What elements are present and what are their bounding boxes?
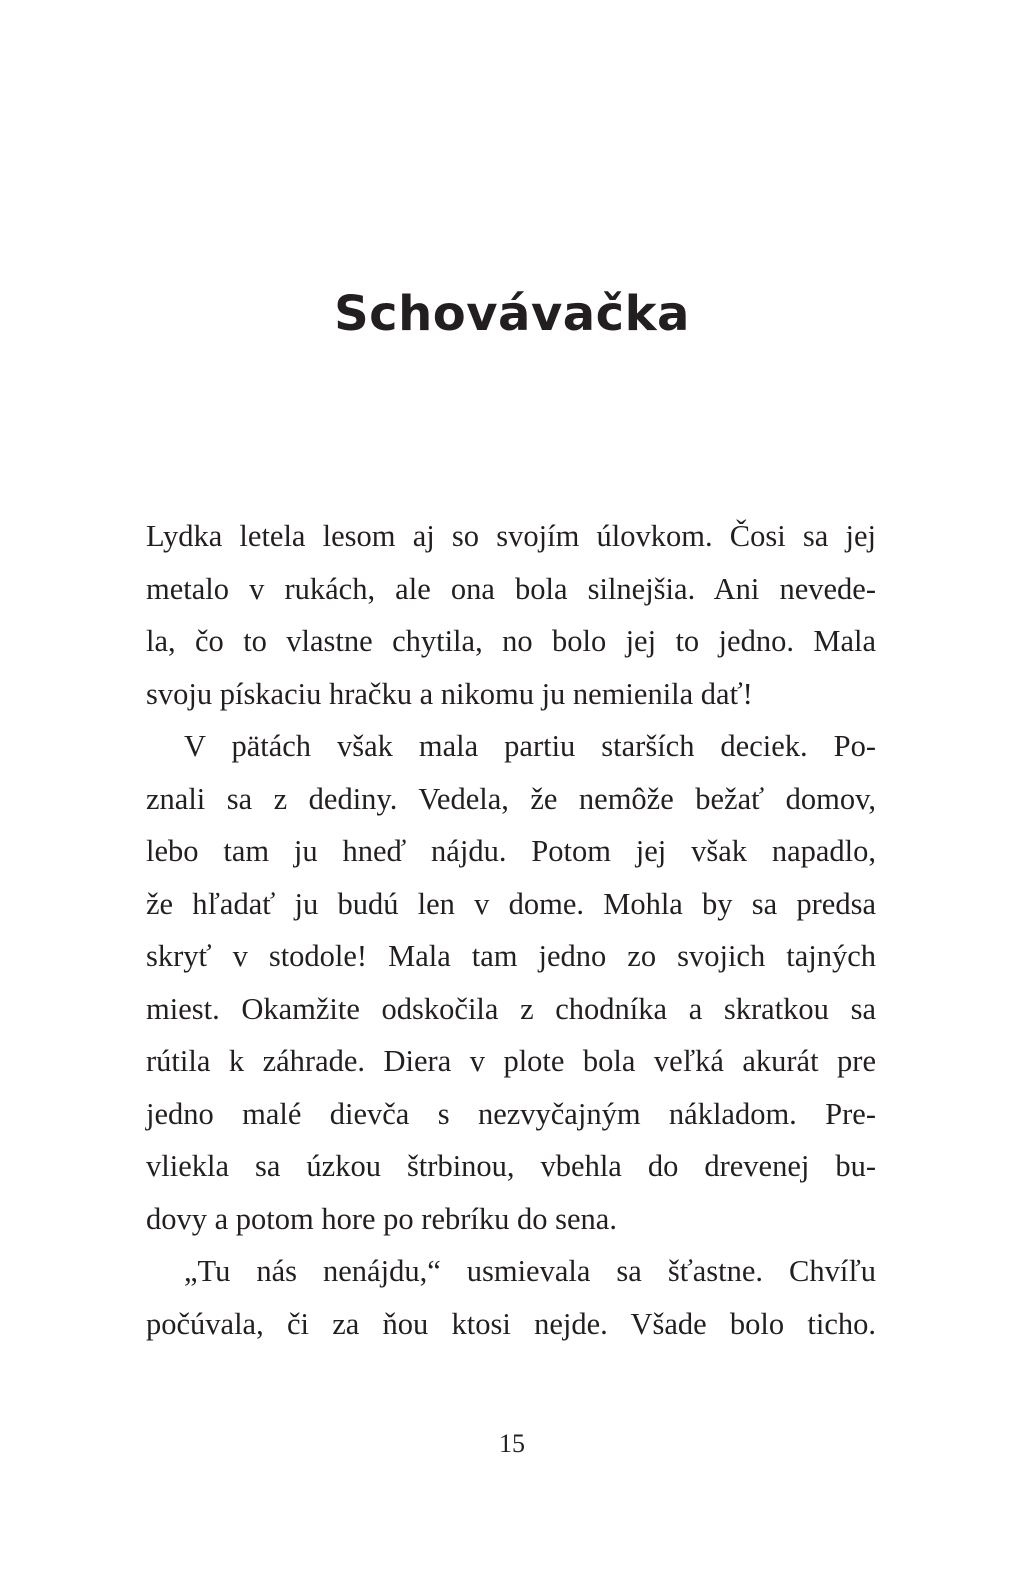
text-line: svoju pískaciu hračku a nikomu ju nemienila dať! — [146, 676, 753, 711]
chapter-title: Schovávačka — [334, 286, 690, 342]
text-line: znali sa z dediny. Vedela, že nemôže bežať domov, — [146, 781, 876, 816]
text-line: jedno malé dievča s nezvyčajným nákladom. Pre- — [146, 1096, 876, 1131]
text-line: la, čo to vlastne chytila, no bolo jej to jedno. Mala — [146, 624, 876, 658]
text-line: skryť v stodole! Mala tam jedno zo svojich tajných — [146, 939, 876, 973]
text-line: metalo v rukách, ale ona bola silnejšia. Ani nevede- — [146, 571, 876, 606]
text-line: lebo tam ju hneď nájdu. Potom jej však napadlo, — [146, 834, 876, 868]
text-line: vliekla sa úzkou štrbinou, vbehla do drevenej bu- — [146, 1149, 876, 1183]
body-text — [146, 510, 876, 1350]
text-line: miest. Okamžite odskočila z chodníka a skratkou sa — [146, 991, 876, 1026]
text-line: počúvala, či za ňou ktosi nejde. Všade bolo ticho. — [146, 1306, 876, 1341]
text-line: dovy a potom hore po rebríku do sena. — [146, 1201, 617, 1236]
page-number: 15 — [499, 1429, 525, 1458]
text-line: že hľadať ju budú len v dome. Mohla by sa predsa — [146, 886, 876, 921]
text-line: V pätách však mala partiu starších deciek. Po- — [184, 729, 876, 763]
text-line: Lydka letela lesom aj so svojím úlovkom. Čosi sa jej — [146, 519, 876, 553]
text-line: rútila k záhrade. Diera v plote bola veľká akurát pre — [146, 1044, 876, 1078]
text-line: „Tu nás nenájdu,“ usmievala sa šťastne. Chvíľu — [184, 1254, 876, 1288]
